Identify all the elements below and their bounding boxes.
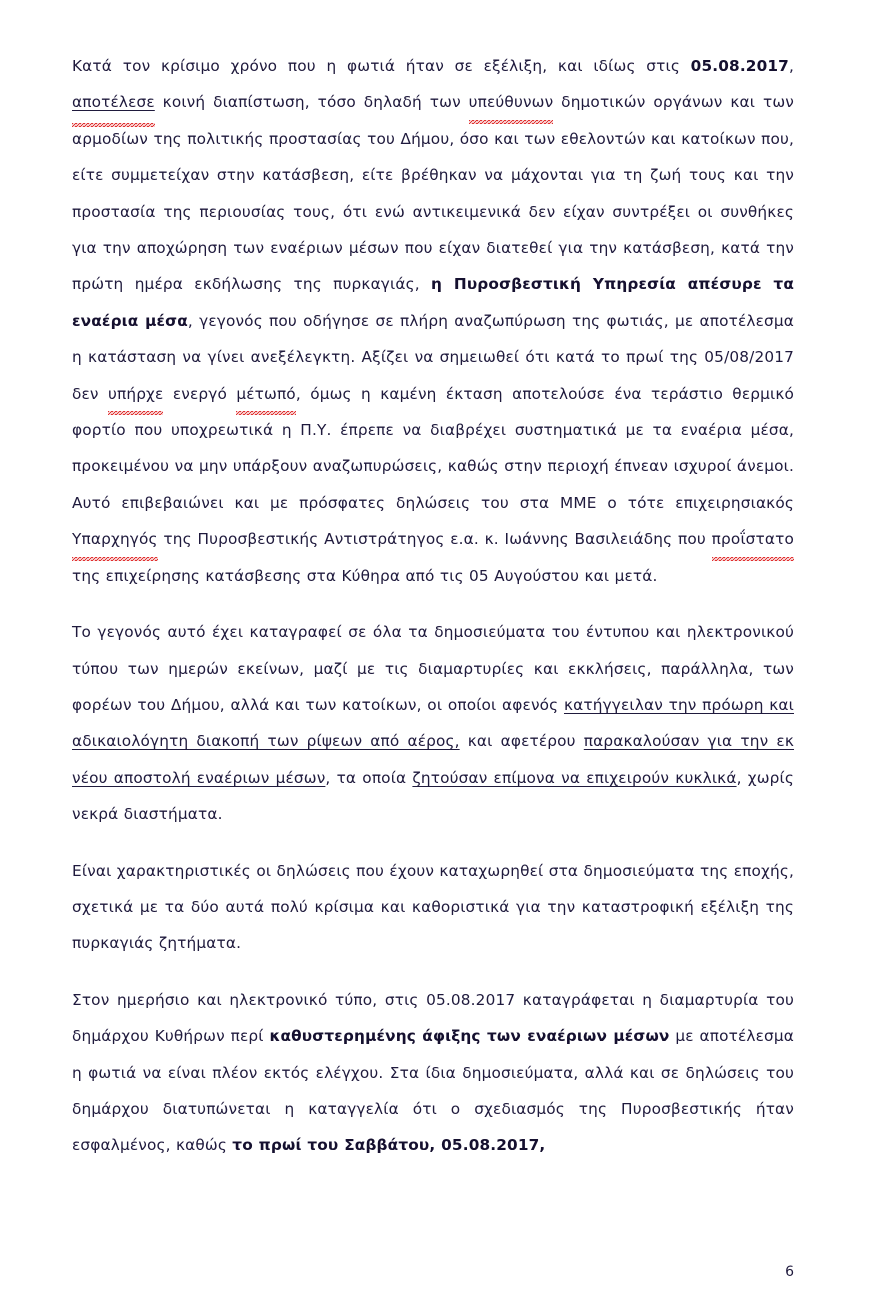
misspelled-text-run: μέτωπό — [236, 376, 296, 412]
bold-text-run: καθυστερημένης άφιξης των εναέριων μέσων — [269, 1027, 670, 1046]
paragraph — [72, 48, 794, 594]
bold-text-run: το πρωί του Σαββάτου, 05.08.2017, — [232, 1136, 546, 1155]
bold-text-run: η Πυροσβεστική Υπηρεσία απέσυρε τα εναέρια μέσα — [72, 275, 794, 330]
text-run: , γεγονός που οδήγησε σε πλήρη αναζωπύρωση της φωτιάς, με αποτέλεσμα η κατάσταση να γίνει ανεξέλεγκτη. Αξίζει να σημειωθεί ότι κατά το πρωί της 05/08/2017 δεν — [72, 311, 794, 403]
text-run: δημοτικών οργάνων και των αρμοδίων της πολιτικής προστασίας του Δήμου, όσο και των εθελοντών και κατοίκων που, είτε συμμετείχαν στην κατάσβεση, είτε βρέθηκαν να μάχονται για τη ζωή τους και την προστασία της περιουσίας τους, ότι ενώ αντικειμενικά δεν είχαν συντρέξει οι συνθήκες για την αποχώρηση των εναέριων μέσων που είχαν διατεθεί για την κατάσβεση, κατά την πρώτη ημέρα εκδήλωσης της πυρκαγιάς, — [72, 93, 794, 294]
text-run: Είναι χαρακτηριστικές οι δηλώσεις που έχουν καταχωρηθεί στα δημοσιεύματα της εποχής, σχετικά με τα δύο αυτά πολύ κρίσιμα και καθοριστικά για την καταστροφική εξέλιξη της πυρκαγιάς ζητήματα. — [72, 861, 794, 953]
misspelled-text-run: Υπαρχηγός — [72, 521, 158, 557]
bold-text-run: 05.08.2017 — [690, 57, 789, 75]
text-run: της Πυροσβεστικής Αντιστράτηγος ε.α. κ. Ιωάννης Βασιλειάδης που — [157, 530, 712, 549]
underlined-text-run: κατήγγειλαν την πρόωρη και αδικαιολόγητη διακοπή των ρίψεων από αέρος, — [72, 695, 794, 751]
misspelled-text-run: αποτέλεσε — [72, 84, 155, 120]
paragraph — [72, 982, 794, 1164]
text-run: , — [788, 57, 794, 75]
page-number: 6 — [785, 1264, 794, 1280]
text-run: , τα οποία — [325, 768, 413, 787]
text-run: με αποτέλεσμα η φωτιά να είναι πλέον εκτός ελέγχου. Στα ίδια δημοσιεύματα, αλλά και σε δηλώσεις του δημάρχου διατυπώνεται η καταγγελία ότι ο σχεδιασμός της Πυροσβεστικής ήταν εσφαλμένος, καθώς — [72, 1027, 794, 1155]
misspelled-text-run: υπήρχε — [108, 376, 164, 412]
text-run: Το γεγονός αυτό έχει καταγραφεί σε όλα τα δημοσιεύματα του έντυπου και ηλεκτρονικού τύπου των ημερών εκείνων, μαζί με τις διαμαρτυρίες και εκκλήσεις, παράλληλα, των φορέων του Δήμου, αλλά και των κατοίκων, οι οποίοι αφενός — [72, 623, 794, 714]
underlined-text-run: παρακαλούσαν για την εκ νέου αποστολή εναέριων μέσων — [72, 732, 795, 787]
text-run: κοινή διαπίστωση, τόσο δηλαδή των — [154, 93, 469, 112]
document-body — [72, 48, 794, 1164]
text-run: , όμως η καμένη έκταση αποτελούσε ένα τεράστιο θερμικό φορτίο που υποχρεωτικά η Π.Υ. έπρεπε να διαβρέχει συστηματικά με τα εναέρια μέσα, προκειμένου να μην υπάρξουν αναζωπυρώσεις, καθώς στην περιοχή έπνεαν ισχυροί άνεμοι. Αυτό επιβεβαιώνει και με πρόσφατες δηλώσεις του στα ΜΜΕ ο τότε επιχειρησιακός — [72, 384, 795, 512]
text-run: Στον ημερήσιο και ηλεκτρονικό τύπο, στις 05.08.2017 καταγράφεται η διαμαρτυρία του δημάρχου Κυθήρων περί — [72, 990, 794, 1046]
text-run: και αφετέρου — [459, 732, 584, 751]
text-run: , χωρίς νεκρά διαστήματα. — [72, 768, 794, 824]
paragraph — [72, 614, 794, 832]
paragraph — [72, 853, 794, 962]
text-run: ενεργό — [163, 384, 237, 403]
underlined-text-run: ζητούσαν επίμονα να επιχειρούν κυκλικά — [412, 768, 737, 787]
misspelled-text-run: υπεύθυνων — [469, 84, 554, 120]
misspelled-text-run: προΐστατο — [712, 521, 794, 557]
text-run: Κατά τον κρίσιμο χρόνο που η φωτιά ήταν σε εξέλιξη, και ιδίως στις — [72, 57, 691, 75]
text-run: της επιχείρησης κατάσβεσης στα Κύθηρα από τις 05 Αυγούστου και μετά. — [72, 566, 658, 585]
